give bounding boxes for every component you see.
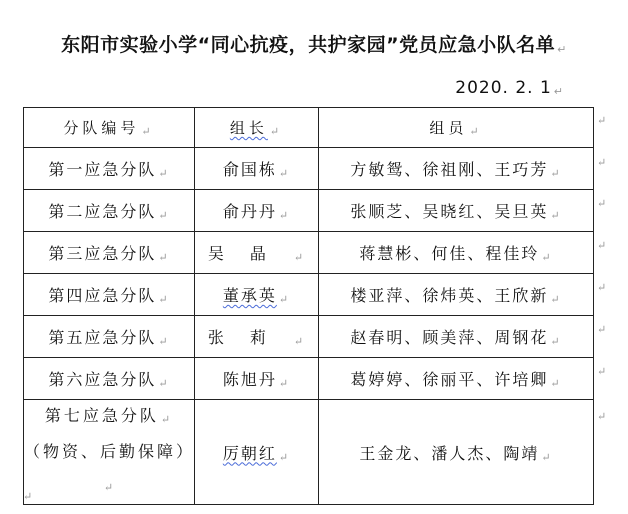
cell-mark-icon: ↵ [158,251,170,264]
cell-mark-icon: ↵ [550,167,562,180]
cell-mark-icon: ↵ [278,377,291,390]
team-cell: 第五应急分队 ↵ [24,316,195,358]
cell-mark-icon: ↵ [158,167,170,180]
cell-mark-icon: ↵ [278,209,291,222]
team-cell: 第七应急分队 ↵ （物资、后勤保障）↵ [24,400,195,505]
paragraph-mark-icon: ↵ [557,43,567,56]
row-end-mark-icon: ↵ [597,365,607,378]
cell-mark-icon: ↵ [160,413,174,426]
members-cell: 王金龙、潘人杰、陶靖 ↵ [319,400,594,505]
table-header-row [24,108,594,148]
header-cell-team: 分队编号 ↵ [24,108,195,148]
cell-mark-icon: ↵ [158,293,170,306]
cell-mark-icon: ↵ [550,209,562,222]
cell-mark-icon: ↵ [293,251,306,264]
leader-cell: 俞国栋 ↵ [195,148,319,190]
header-cell-leader: 组长 ↵ [195,108,319,148]
row-end-mark-icon: ↵ [597,197,607,210]
leader-cell: 俞丹丹 ↵ [195,190,319,232]
team-cell: 第二应急分队 ↵ [24,190,195,232]
document-date: 2020. 2. 1 ↵ [455,78,564,98]
paragraph-mark-icon: ↵ [23,490,33,503]
cell-mark-icon: ↵ [158,335,170,348]
table-row [24,274,594,316]
members-cell: 赵春明、顾美萍、周钢花 ↵ [319,316,594,358]
table-row [24,148,594,190]
leader-cell: 张莉 ↵ [195,316,319,358]
row-end-mark-icon: ↵ [597,156,607,169]
members-cell: 张顺芝、吴晓红、吴旦英 ↵ [319,190,594,232]
cell-mark-icon: ↵ [550,335,562,348]
document-title: 东阳市实验小学“同心抗疫，共护家园”党员应急小队名单 ↵ [61,34,567,56]
row-end-mark-icon: ↵ [597,114,607,127]
cell-mark-icon: ↵ [158,209,170,222]
cell-mark-icon: ↵ [293,335,306,348]
leader-cell: 董承英 ↵ [195,274,319,316]
team-note: （物资、后勤保障） [24,442,196,461]
table-row [24,358,594,400]
cell-mark-icon: ↵ [103,481,117,494]
cell-mark-icon: ↵ [141,125,155,138]
cell-mark-icon: ↵ [158,377,170,390]
leader-cell: 陈旭丹 ↵ [195,358,319,400]
row-end-mark-icon: ↵ [597,239,607,252]
row-end-mark-icon: ↵ [597,281,607,294]
members-cell: 蒋慧彬、何佳、程佳玲 ↵ [319,232,594,274]
cell-mark-icon: ↵ [469,125,483,138]
team-table [23,107,594,505]
cell-mark-icon: ↵ [541,251,553,264]
cell-mark-icon: ↵ [278,167,291,180]
team-cell: 第三应急分队 ↵ [24,232,195,274]
table-row [24,190,594,232]
leader-cell: 厉朝红 ↵ [195,400,319,505]
leader-cell: 吴晶 ↵ [195,232,319,274]
members-cell: 方敏鸳、徐祖刚、王巧芳 ↵ [319,148,594,190]
cell-mark-icon: ↵ [278,450,291,464]
row-end-mark-icon: ↵ [597,323,607,336]
cell-mark-icon: ↵ [278,293,291,306]
team-cell: 第四应急分队 ↵ [24,274,195,316]
table-row [24,316,594,358]
cell-mark-icon: ↵ [541,450,553,464]
table-row [24,400,594,505]
team-cell: 第一应急分队 ↵ [24,148,195,190]
cell-mark-icon: ↵ [550,293,562,306]
cell-mark-icon: ↵ [269,125,284,138]
team-cell: 第六应急分队 ↵ [24,358,195,400]
table-row [24,232,594,274]
row-end-mark-icon: ↵ [597,410,607,423]
paragraph-mark-icon: ↵ [553,85,564,98]
header-cell-members: 组员 ↵ [319,108,594,148]
members-cell: 葛婷婷、徐丽平、许培卿 ↵ [319,358,594,400]
members-cell: 楼亚萍、徐炜英、王欣新 ↵ [319,274,594,316]
cell-mark-icon: ↵ [550,377,562,390]
